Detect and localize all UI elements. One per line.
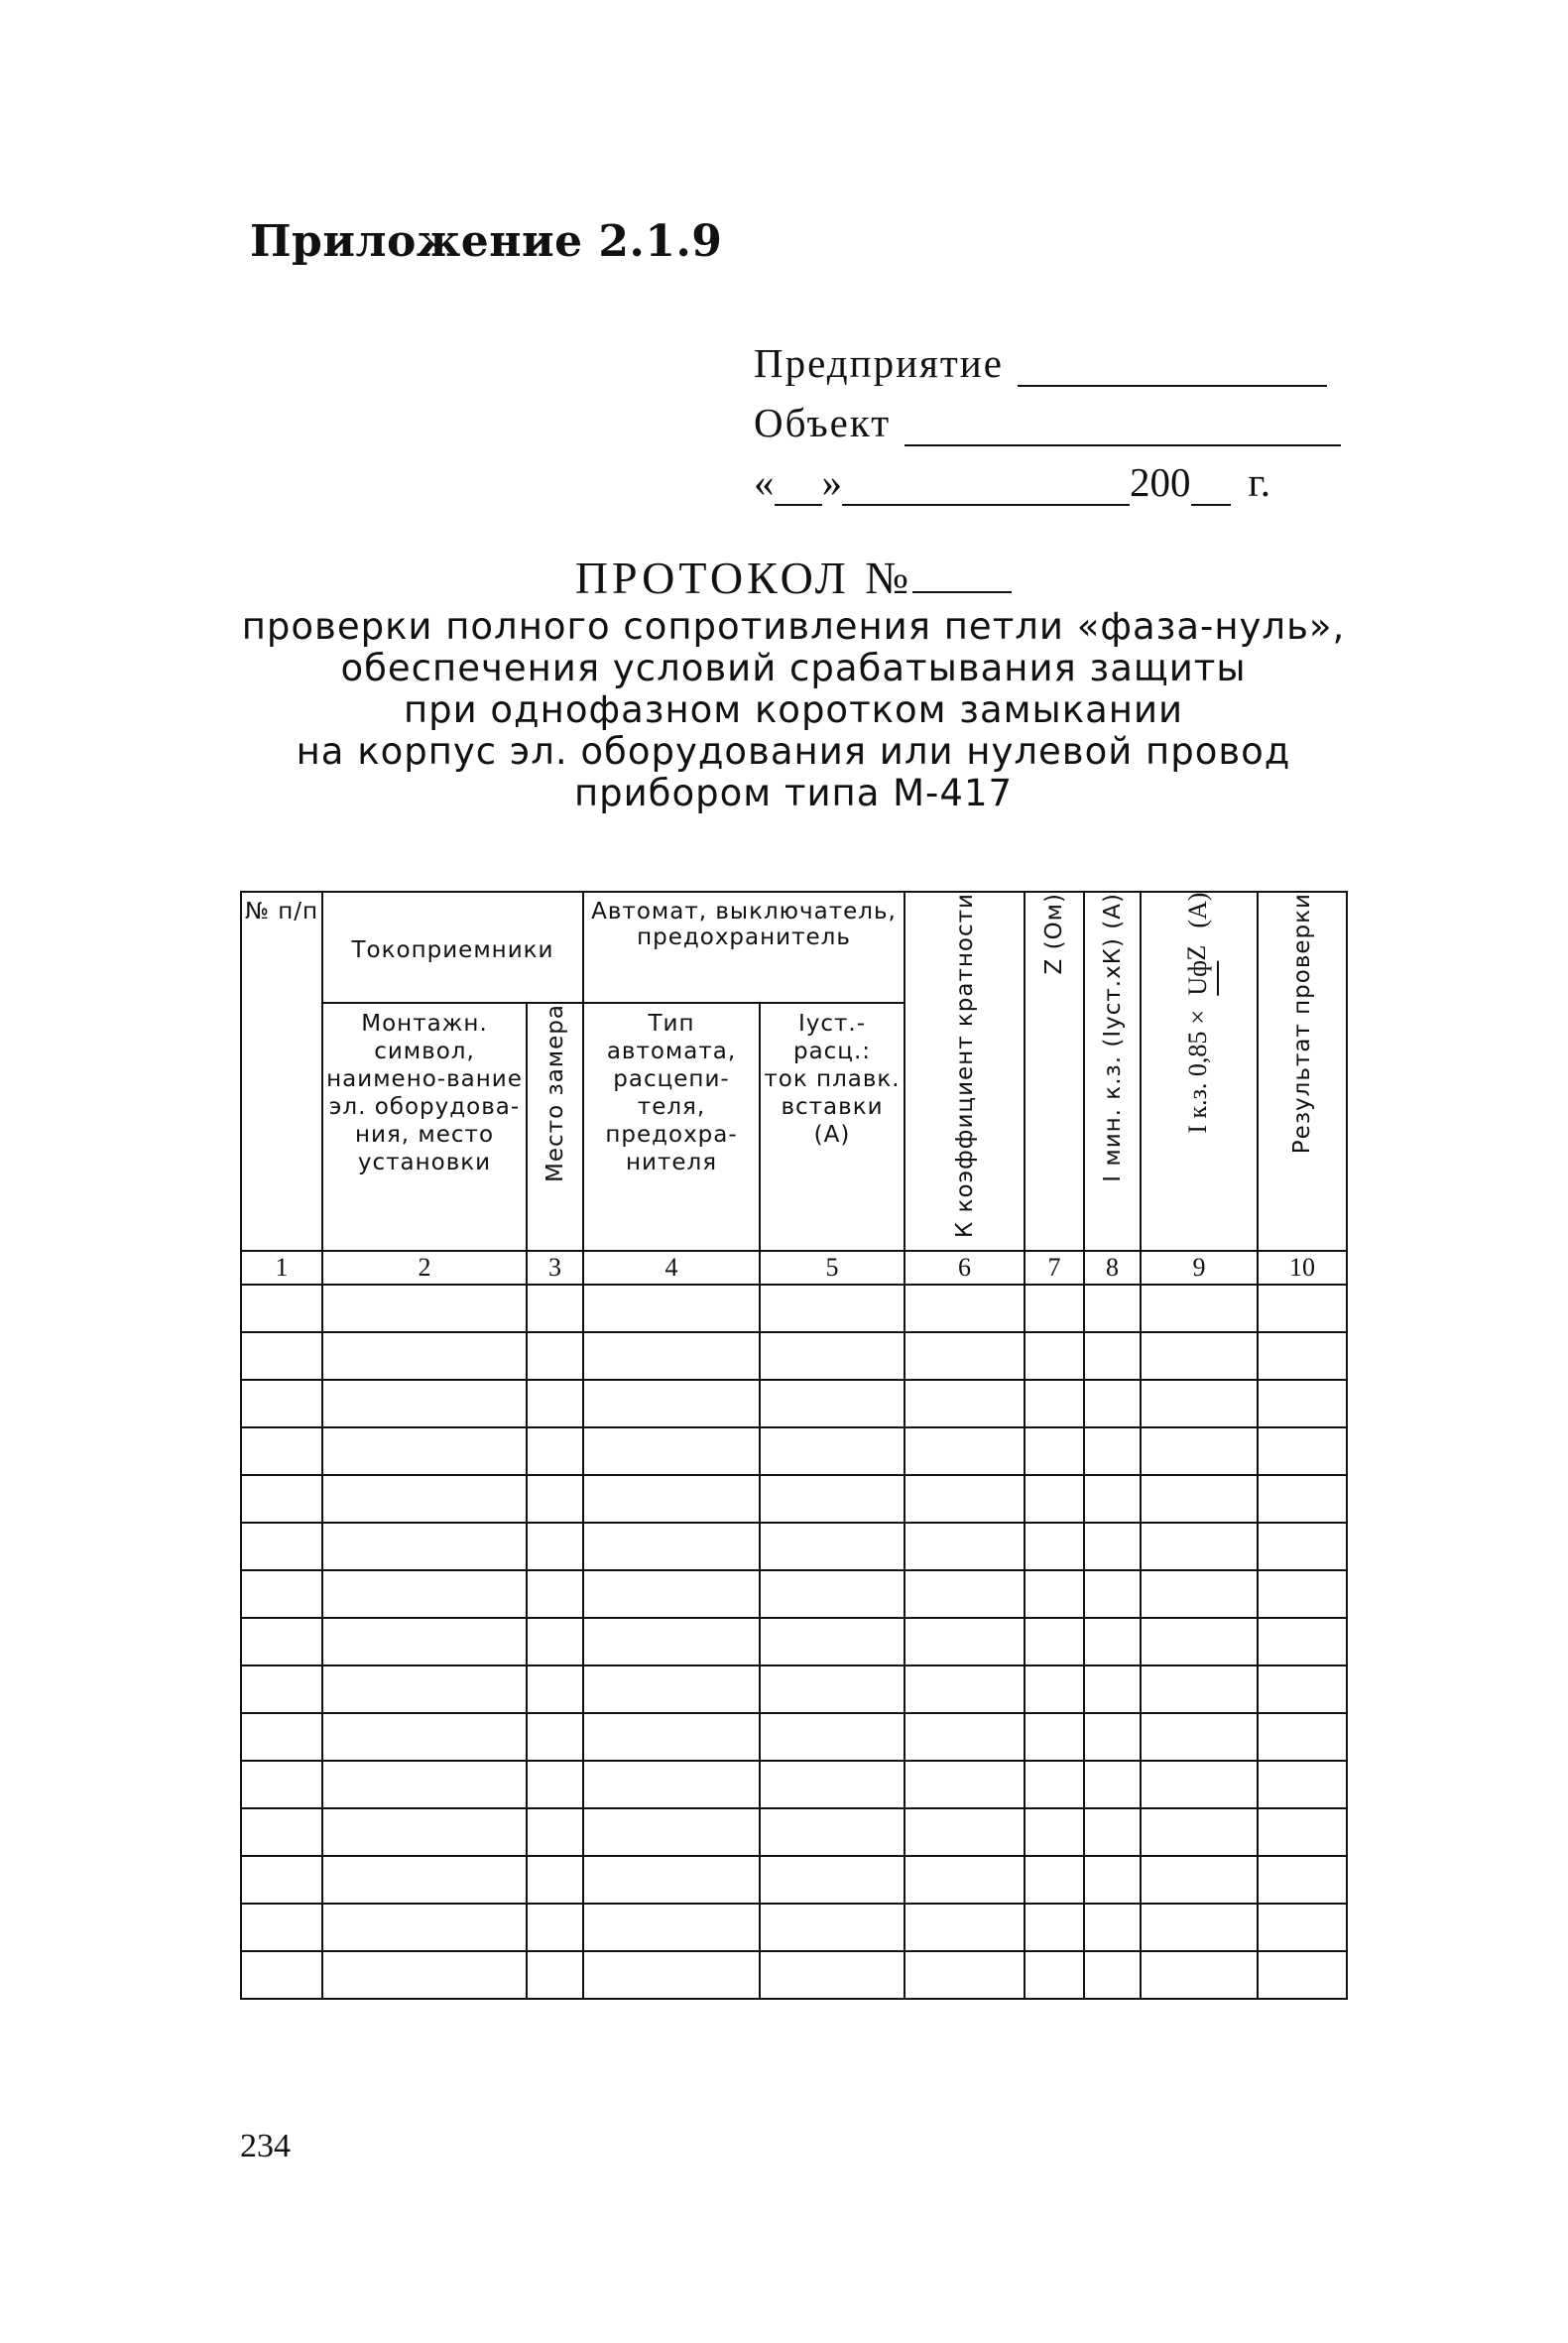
col-header-breaker-type: Тип автомата, расцепи-теля, предохра-нителя	[583, 1003, 760, 1251]
table-cell	[905, 1618, 1025, 1665]
table-cell	[583, 1761, 760, 1808]
col-header-number: № п/п	[241, 892, 322, 1251]
table-cell	[1084, 1904, 1141, 1951]
table-cell	[527, 1427, 583, 1475]
table-cell	[905, 1713, 1025, 1761]
table-cell	[527, 1285, 583, 1332]
table-cell	[322, 1427, 527, 1475]
table-cell	[527, 1808, 583, 1856]
table-cell	[1258, 1332, 1347, 1380]
table-cell	[1141, 1285, 1258, 1332]
table-cell	[905, 1523, 1025, 1570]
column-number: 5	[760, 1251, 905, 1285]
table-cell	[1025, 1427, 1084, 1475]
table-cell	[527, 1570, 583, 1618]
col-header-result-text: Результат проверки	[1289, 893, 1315, 1155]
table-cell	[241, 1475, 322, 1523]
table-cell	[527, 1665, 583, 1713]
column-number: 9	[1141, 1251, 1258, 1285]
table-cell	[1025, 1523, 1084, 1570]
table-cell	[583, 1665, 760, 1713]
table-cell	[322, 1523, 527, 1570]
table-cell	[241, 1665, 322, 1713]
column-number: 3	[527, 1251, 583, 1285]
col-header-z-text: Z (Ом)	[1041, 893, 1067, 975]
table-cell	[527, 1523, 583, 1570]
table-cell	[905, 1570, 1025, 1618]
protocol-subtitle-line-1: проверки полного сопротивления петли «фаза-нуль»,	[241, 605, 1346, 648]
table-cell	[583, 1523, 760, 1570]
table-row	[241, 1285, 1347, 1332]
table-cell	[527, 1761, 583, 1808]
page-number: 234	[240, 2128, 291, 2164]
table-row	[241, 1570, 1347, 1618]
object-label: Объект	[754, 400, 892, 445]
table-row	[241, 1713, 1347, 1761]
table-cell	[322, 1951, 527, 1999]
table-cell	[1141, 1380, 1258, 1427]
table-cell	[1025, 1808, 1084, 1856]
table-cell	[1141, 1808, 1258, 1856]
table-cell	[527, 1618, 583, 1665]
col-header-measure-place	[527, 1003, 583, 1251]
table-cell	[1258, 1285, 1347, 1332]
table-cell	[1025, 1332, 1084, 1380]
object-blank	[905, 405, 1341, 446]
group-header-current-receivers: Токоприемники	[322, 892, 583, 1003]
table-cell	[527, 1332, 583, 1380]
col-header-result	[1258, 892, 1347, 1251]
table-cell	[1141, 1427, 1258, 1475]
isc-formula	[1179, 893, 1219, 1134]
table-cell	[760, 1808, 905, 1856]
table-cell	[583, 1808, 760, 1856]
table-cell	[1025, 1285, 1084, 1332]
protocol-table	[240, 891, 1348, 2000]
object-line	[754, 387, 1349, 446]
column-number: 2	[322, 1251, 527, 1285]
table-cell	[760, 1380, 905, 1427]
col-header-imin	[1084, 892, 1141, 1251]
table-cell	[583, 1427, 760, 1475]
column-number: 4	[583, 1251, 760, 1285]
table-cell	[905, 1904, 1025, 1951]
protocol-subtitle-line-4: на корпус эл. оборудования или нулевой провод	[296, 730, 1291, 773]
table-cell	[1141, 1856, 1258, 1904]
table-cell	[583, 1380, 760, 1427]
table-cell	[1258, 1808, 1347, 1856]
group-header-breaker: Автомат, выключатель, предохранитель	[583, 892, 905, 1003]
column-number: 8	[1084, 1251, 1141, 1285]
table-cell	[527, 1380, 583, 1427]
table-cell	[583, 1285, 760, 1332]
table-cell	[1084, 1427, 1141, 1475]
table-cell	[1084, 1665, 1141, 1713]
table-row	[241, 1761, 1347, 1808]
table-cell	[1258, 1904, 1347, 1951]
table-cell	[1084, 1808, 1141, 1856]
date-close-quote: »	[821, 459, 842, 505]
enterprise-blank	[1018, 345, 1327, 387]
table-cell	[1084, 1380, 1141, 1427]
table-cell	[905, 1427, 1025, 1475]
table-cell	[322, 1761, 527, 1808]
table-cell	[905, 1665, 1025, 1713]
table-row	[241, 1808, 1347, 1856]
table-cell	[760, 1713, 905, 1761]
table-cell	[1141, 1904, 1258, 1951]
col-header-multiplicity-text: К коэффициент кратности	[951, 893, 978, 1239]
table-cell	[1025, 1951, 1084, 1999]
isc-formula-unit: (А)	[1183, 893, 1212, 929]
isc-formula-denominator: Z	[1182, 944, 1211, 961]
table-cell	[583, 1332, 760, 1380]
table-cell	[760, 1665, 905, 1713]
column-number: 7	[1025, 1251, 1084, 1285]
table-cell	[241, 1380, 322, 1427]
table-cell	[905, 1761, 1025, 1808]
table-cell	[1141, 1761, 1258, 1808]
date-line	[754, 446, 1349, 506]
table-cell	[1025, 1570, 1084, 1618]
table-cell	[241, 1951, 322, 1999]
table-cell	[241, 1904, 322, 1951]
table-cell	[583, 1904, 760, 1951]
table-cell	[1084, 1285, 1141, 1332]
appendix-title: Приложение 2.1.9	[250, 216, 723, 267]
table-cell	[583, 1618, 760, 1665]
table-cell	[760, 1523, 905, 1570]
year-blank	[1191, 464, 1231, 506]
column-number: 6	[905, 1251, 1025, 1285]
table-cell	[527, 1904, 583, 1951]
table-row	[241, 1380, 1347, 1427]
table-cell	[1025, 1713, 1084, 1761]
table-cell	[1258, 1523, 1347, 1570]
isc-formula-left: I к.з. 0,85×	[1183, 1002, 1212, 1134]
table-cell	[1084, 1713, 1141, 1761]
table-cell	[241, 1761, 322, 1808]
table-cell	[760, 1332, 905, 1380]
table-cell	[527, 1475, 583, 1523]
table-row	[241, 1665, 1347, 1713]
table-cell	[1141, 1713, 1258, 1761]
enterprise-line	[754, 327, 1349, 387]
table-cell	[322, 1618, 527, 1665]
table-row	[241, 1427, 1347, 1475]
col-header-isc-formula	[1141, 892, 1258, 1251]
table-cell	[1141, 1570, 1258, 1618]
table-body	[241, 1251, 1347, 1999]
table-cell	[583, 1570, 760, 1618]
table-cell	[905, 1332, 1025, 1380]
table-cell	[322, 1332, 527, 1380]
table-cell	[905, 1380, 1025, 1427]
table-cell	[241, 1285, 322, 1332]
table-row	[241, 1332, 1347, 1380]
table-cell	[322, 1904, 527, 1951]
table-cell	[1025, 1475, 1084, 1523]
table-cell	[1258, 1951, 1347, 1999]
table-cell	[322, 1570, 527, 1618]
table-cell	[322, 1665, 527, 1713]
table-cell	[905, 1285, 1025, 1332]
col-header-measure-place-text: Место замера	[542, 1004, 568, 1182]
table-cell	[1025, 1904, 1084, 1951]
table-cell	[1141, 1475, 1258, 1523]
table-cell	[905, 1808, 1025, 1856]
table-cell	[322, 1285, 527, 1332]
table-cell	[1084, 1856, 1141, 1904]
table-row	[241, 1618, 1347, 1665]
table-cell	[1084, 1761, 1141, 1808]
table-cell	[760, 1427, 905, 1475]
table-cell	[760, 1761, 905, 1808]
table-cell	[527, 1951, 583, 1999]
table-cell	[1258, 1761, 1347, 1808]
col-header-setting-rest: ток плавк. вставки (А)	[764, 1066, 901, 1148]
table-cell	[1258, 1618, 1347, 1665]
table-cell	[1141, 1332, 1258, 1380]
table-row	[241, 1475, 1347, 1523]
column-number: 1	[241, 1251, 322, 1285]
table-row	[241, 1523, 1347, 1570]
table-cell	[1025, 1380, 1084, 1427]
date-open-quote: «	[754, 459, 775, 505]
table-cell	[241, 1618, 322, 1665]
table-cell	[241, 1808, 322, 1856]
table-cell	[322, 1713, 527, 1761]
table-cell	[1258, 1475, 1347, 1523]
col-header-setting-symbol: Iуст.-расц.:	[792, 1011, 872, 1064]
protocol-subtitle-line-3: при однофазном коротком замыкании	[403, 688, 1184, 731]
col-header-z	[1025, 892, 1084, 1251]
table-cell	[583, 1713, 760, 1761]
table-cell	[760, 1475, 905, 1523]
table-cell	[905, 1475, 1025, 1523]
table-cell	[760, 1618, 905, 1665]
col-header-symbol: Монтажн. символ, наимено-вание эл. оборудова-ния, место установки	[322, 1003, 527, 1251]
table-row	[241, 1904, 1347, 1951]
table-cell	[905, 1856, 1025, 1904]
table-cell	[583, 1475, 760, 1523]
table-cell	[1141, 1523, 1258, 1570]
month-blank	[842, 464, 1130, 506]
protocol-subtitle-line-2: обеспечения условий срабатывания защиты	[340, 647, 1247, 689]
table-cell	[322, 1808, 527, 1856]
year-prefix: 200	[1130, 459, 1191, 505]
table-cell	[322, 1380, 527, 1427]
col-header-setting	[760, 1003, 905, 1251]
year-suffix: г.	[1248, 459, 1270, 505]
table-cell	[1258, 1665, 1347, 1713]
protocol-title	[179, 551, 1408, 606]
day-blank	[775, 464, 822, 506]
table-cell	[1084, 1332, 1141, 1380]
table-cell	[1084, 1951, 1141, 1999]
table-cell	[1084, 1523, 1141, 1570]
table-cell	[1258, 1856, 1347, 1904]
col-header-imin-text: I мин. к.з. (Iуст.хК) (А)	[1099, 893, 1126, 1182]
table-cell	[241, 1427, 322, 1475]
isc-formula-fraction	[1179, 945, 1219, 997]
enterprise-label: Предприятие	[754, 340, 1004, 386]
table-cell	[1084, 1475, 1141, 1523]
isc-formula-numerator: Uф	[1179, 960, 1219, 996]
table-cell	[1258, 1570, 1347, 1618]
table-cell	[1084, 1618, 1141, 1665]
table-cell	[1025, 1665, 1084, 1713]
table-row	[241, 1856, 1347, 1904]
table-cell	[760, 1951, 905, 1999]
table-cell	[241, 1713, 322, 1761]
table-cell	[1025, 1856, 1084, 1904]
table-cell	[583, 1856, 760, 1904]
table-cell	[527, 1856, 583, 1904]
table-cell	[760, 1904, 905, 1951]
protocol-subtitle-line-5: прибором типа М-417	[573, 772, 1014, 814]
table-cell	[1025, 1618, 1084, 1665]
protocol-title-block	[179, 551, 1408, 814]
table-cell	[1141, 1618, 1258, 1665]
table-cell	[241, 1523, 322, 1570]
protocol-title-text: ПРОТОКОЛ №	[574, 553, 913, 603]
table-cell	[905, 1951, 1025, 1999]
table-cell	[1141, 1665, 1258, 1713]
table-cell	[1084, 1570, 1141, 1618]
table-cell	[241, 1856, 322, 1904]
table-cell	[322, 1475, 527, 1523]
col-header-multiplicity	[905, 892, 1025, 1251]
table-cell	[760, 1285, 905, 1332]
protocol-number-blank	[912, 552, 1012, 593]
column-number: 10	[1258, 1251, 1347, 1285]
table-cell	[241, 1570, 322, 1618]
table-cell	[583, 1951, 760, 1999]
table-cell	[760, 1570, 905, 1618]
table-cell	[527, 1713, 583, 1761]
table-cell	[1258, 1713, 1347, 1761]
table-cell	[322, 1856, 527, 1904]
requisites-block	[754, 327, 1349, 506]
table-cell	[1025, 1761, 1084, 1808]
table-cell	[1258, 1427, 1347, 1475]
table-cell	[241, 1332, 322, 1380]
table-cell	[1258, 1380, 1347, 1427]
table-cell	[760, 1856, 905, 1904]
column-number-row	[241, 1251, 1347, 1285]
table-row	[241, 1951, 1347, 1999]
table-cell	[1141, 1951, 1258, 1999]
